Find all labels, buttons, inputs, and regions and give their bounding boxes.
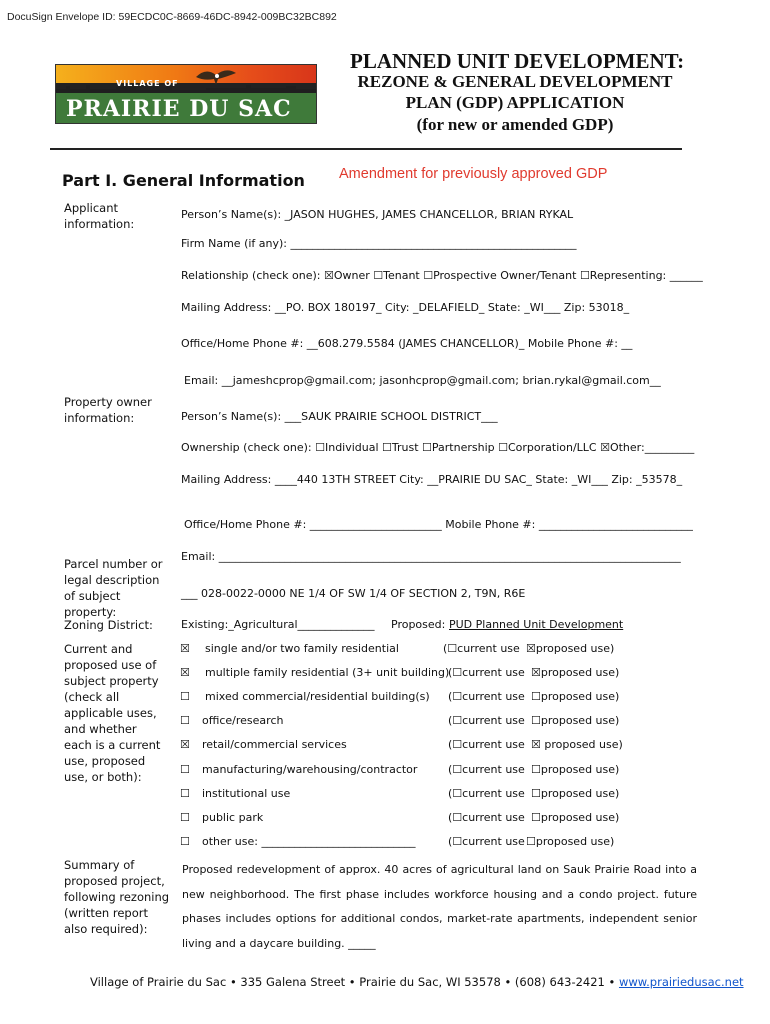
owner-phone-field[interactable]: Office/Home Phone #: ________________________ Mobile Phone #: ____________________________ <box>184 518 693 531</box>
use-name: mixed commercial/residential building(s) <box>205 690 430 703</box>
owner-label: Property owner information: <box>64 395 152 425</box>
summary-field[interactable]: Proposed redevelopment of approx. 40 acres of agricultural land on Sauk Prairie Road into a new neighborhood. The first phase includes workforce housing and a condo project. future phases includes options for additional condos, market-rate apartments, independent senior living and a daycare building. _____ <box>182 863 697 950</box>
use-current-checkbox[interactable]: (☐current use <box>443 642 520 655</box>
applicant-phone-field[interactable]: Office/Home Phone #: __608.279.5584 (JAMES CHANCELLOR)_ Mobile Phone #: __ <box>181 337 633 350</box>
owner-mailing-field[interactable]: Mailing Address: ____440 13TH STREET City: __PRAIRIE DU SAC_ State: _WI___ Zip: _53578_ <box>181 473 683 486</box>
use-proposed-checkbox[interactable]: ☐proposed use) <box>526 835 615 848</box>
use-current-checkbox[interactable]: (☐current use <box>448 787 525 800</box>
title-line-1: PLANNED UNIT DEVELOPMENT: <box>350 49 685 73</box>
title-line-4: (for new or amended GDP) <box>416 115 614 134</box>
use-proposed-checkbox[interactable]: ☐proposed use) <box>531 714 620 727</box>
use-checkbox[interactable]: ☐ <box>180 690 190 703</box>
use-name: single and/or two family residential <box>205 642 399 655</box>
applicant-names-field[interactable]: Person’s Name(s): _JASON HUGHES, JAMES CHANCELLOR, BRIAN RYKAL <box>181 208 574 221</box>
zoning-proposed-label: Proposed: <box>391 618 446 631</box>
section-title: Part I. General Information <box>62 171 305 190</box>
owner-names-field[interactable]: Person’s Name(s): ___SAUK PRAIRIE SCHOOL DISTRICT___ <box>181 410 498 423</box>
use-checkbox[interactable]: ☒ <box>180 642 190 655</box>
use-current-checkbox[interactable]: (☐current use <box>448 714 525 727</box>
use-current-checkbox[interactable]: (☐current use <box>448 811 525 824</box>
footer-website-link[interactable]: www.prairiedusac.net <box>618 975 744 989</box>
use-proposed-checkbox[interactable]: ☒proposed use) <box>526 642 615 655</box>
footer <box>90 975 744 989</box>
use-name: office/research <box>202 714 284 727</box>
use-checkbox[interactable]: ☐ <box>180 763 190 776</box>
owner-ownership-field[interactable]: Ownership (check one): ☐Individual ☐Trust ☐Partnership ☐Corporation/LLC ☒Other:_________ <box>181 441 695 454</box>
use-current-checkbox[interactable]: (☐current use <box>448 738 525 751</box>
parcel-field[interactable]: ___ 028-0022-0000 NE 1/4 OF SW 1/4 OF SECTION 2, T9N, R6E <box>181 587 526 600</box>
header-divider <box>50 148 682 150</box>
use-current-checkbox[interactable]: (☐current use <box>448 763 525 776</box>
applicant-firm-field[interactable]: Firm Name (if any): ____________________________________________________ <box>181 237 577 250</box>
title-line-3: PLAN (GDP) APPLICATION <box>405 93 625 112</box>
zoning-label: Zoning District: <box>64 618 153 632</box>
use-checkbox[interactable]: ☒ <box>180 738 190 751</box>
use-checkbox[interactable]: ☒ <box>180 666 190 679</box>
applicant-label: Applicant information: <box>64 201 135 231</box>
use-name: multiple family residential (3+ unit building) <box>205 666 450 679</box>
applicant-relationship-field[interactable]: Relationship (check one): ☒Owner ☐Tenant ☐Prospective Owner/Tenant ☐Representing: ______ <box>181 269 703 282</box>
use-proposed-checkbox[interactable]: ☒proposed use) <box>531 666 620 679</box>
applicant-email-field[interactable]: Email: __jameshcprop@gmail.com; jasonhcprop@gmail.com; brian.rykal@gmail.com__ <box>184 374 661 387</box>
use-checkbox[interactable]: ☐ <box>180 787 190 800</box>
owner-email-field[interactable]: Email: ____________________________________________________________________________________ <box>181 550 681 563</box>
village-logo <box>55 64 317 124</box>
parcel-label: Parcel number or legal description of subject property: <box>64 557 163 619</box>
use-current-checkbox[interactable]: (☐current use <box>448 666 525 679</box>
use-proposed-checkbox[interactable]: ☐proposed use) <box>531 763 620 776</box>
title-line-2: REZONE & GENERAL DEVELOPMENT <box>357 72 673 91</box>
use-checkbox[interactable]: ☐ <box>180 835 190 848</box>
use-proposed-checkbox[interactable]: ☐proposed use) <box>531 787 620 800</box>
use-current-checkbox[interactable]: (☐current use <box>448 835 525 848</box>
use-proposed-checkbox[interactable]: ☐proposed use) <box>531 811 620 824</box>
use-current-checkbox[interactable]: (☐current use <box>448 690 525 703</box>
use-name: institutional use <box>202 787 291 800</box>
use-name: public park <box>202 811 264 824</box>
use-proposed-checkbox[interactable]: ☐proposed use) <box>531 690 620 703</box>
envelope-id: DocuSign Envelope ID: 59ECDC0C-8669-46DC-8942-009BC32BC892 <box>7 11 337 23</box>
logo-name-text: PRAIRIE DU SAC <box>66 96 292 122</box>
use-name: manufacturing/warehousing/contractor <box>202 763 418 776</box>
uses-label: Current and proposed use of subject property (check all applicable uses, and whether each is a current use, proposed use, or both): <box>64 642 161 784</box>
logo-village-text: VILLAGE OF <box>116 79 179 88</box>
footer-address: Village of Prairie du Sac • 335 Galena Street • Prairie du Sac, WI 53578 • (608) 643-2421 • <box>90 975 619 989</box>
applicant-mailing-field[interactable]: Mailing Address: __PO. BOX 180197_ City: _DELAFIELD_ State: _WI___ Zip: 53018_ <box>181 301 630 314</box>
use-checkbox[interactable]: ☐ <box>180 811 190 824</box>
summary-label: Summary of proposed project, following rezoning (written report also required): <box>64 858 170 936</box>
use-name: retail/commercial services <box>202 738 347 751</box>
zoning-existing-field[interactable]: Existing:_Agricultural______________ <box>181 618 375 631</box>
use-name[interactable]: other use: ____________________________ <box>202 835 416 848</box>
use-proposed-checkbox[interactable]: ☒ proposed use) <box>531 738 623 751</box>
eagle-icon <box>196 67 236 87</box>
zoning-proposed-field[interactable]: PUD Planned Unit Development <box>449 618 624 631</box>
amendment-note: Amendment for previously approved GDP <box>339 166 608 182</box>
use-checkbox[interactable]: ☐ <box>180 714 190 727</box>
